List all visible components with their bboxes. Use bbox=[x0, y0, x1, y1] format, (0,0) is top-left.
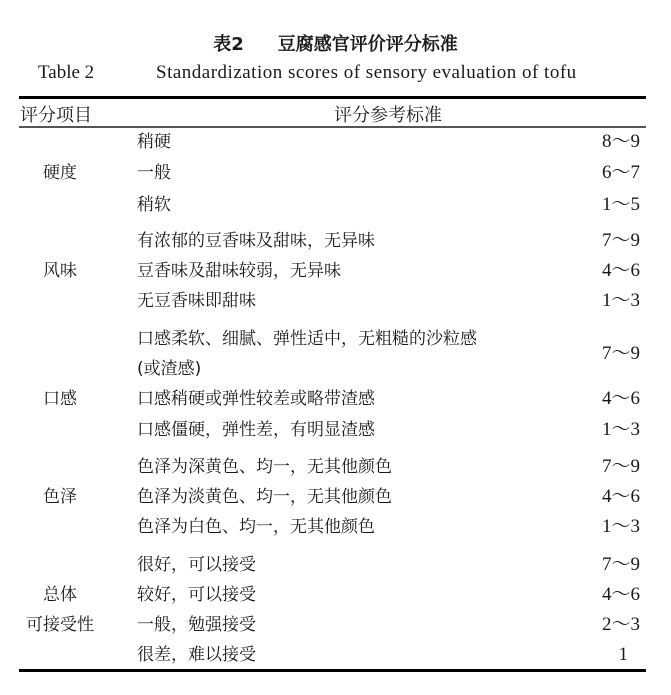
category-hardness: 硬度 bbox=[43, 163, 77, 183]
score-range: 4～6 bbox=[601, 260, 640, 281]
table-row bbox=[0, 553, 671, 577]
table-header-rule bbox=[19, 126, 646, 128]
score-range: 1～3 bbox=[601, 419, 640, 440]
table-number-en: Table 2 bbox=[38, 62, 95, 83]
score-range: 1 bbox=[618, 644, 628, 665]
score-range: 7～9 bbox=[601, 230, 640, 251]
category-color: 色泽 bbox=[43, 487, 77, 507]
table-row bbox=[0, 161, 671, 185]
criteria-text: 口感僵硬，弹性差，有明显渣感 bbox=[137, 420, 375, 440]
criteria-text: 稍软 bbox=[137, 195, 171, 215]
table-row bbox=[0, 387, 671, 411]
table-caption-en: Standardization scores of sensory evaluation of tofu bbox=[156, 62, 577, 83]
criteria-text: 口感柔软、细腻、弹性适中，无粗糙的沙粒感 bbox=[137, 329, 477, 349]
score-range: 8～9 bbox=[601, 131, 640, 152]
score-range: 1～3 bbox=[601, 516, 640, 537]
table-row bbox=[0, 130, 671, 154]
table-row bbox=[0, 455, 671, 479]
criteria-text: 较好，可以接受 bbox=[137, 585, 256, 605]
criteria-text-cont: (或渣感) bbox=[137, 359, 202, 379]
header-category: 评分项目 bbox=[20, 105, 92, 126]
score-range: 7～9 bbox=[601, 456, 640, 477]
table-row bbox=[0, 193, 671, 217]
table-caption-cn: 豆腐感官评价评分标准 bbox=[277, 34, 458, 55]
score-row bbox=[0, 342, 671, 366]
criteria-text: 很好，可以接受 bbox=[137, 555, 256, 575]
criteria-text: 色泽为白色、均一，无其他颜色 bbox=[137, 517, 375, 537]
criteria-text: 口感稍硬或弹性较差或略带渣感 bbox=[137, 389, 375, 409]
score-range: 1～3 bbox=[601, 290, 640, 311]
score-range: 7～9 bbox=[601, 343, 640, 364]
criteria-text: 一般，勉强接受 bbox=[137, 615, 256, 635]
table-row bbox=[0, 289, 671, 313]
score-range: 6～7 bbox=[601, 162, 640, 183]
table-number-cn: 表2 bbox=[213, 34, 244, 55]
category-mouthfeel: 口感 bbox=[43, 389, 77, 409]
table-bottom-rule bbox=[19, 669, 646, 672]
criteria-text: 很差，难以接受 bbox=[137, 645, 256, 665]
category-flavor: 风味 bbox=[43, 261, 77, 281]
score-range: 4～6 bbox=[601, 486, 640, 507]
criteria-text: 有浓郁的豆香味及甜味，无异味 bbox=[137, 231, 375, 251]
criteria-text: 无豆香味即甜味 bbox=[137, 291, 256, 311]
table-top-rule bbox=[19, 96, 646, 99]
score-range: 4～6 bbox=[601, 584, 640, 605]
score-range: 7～9 bbox=[601, 554, 640, 575]
criteria-text: 色泽为淡黄色、均一，无其他颜色 bbox=[137, 487, 392, 507]
criteria-text: 豆香味及甜味较弱，无异味 bbox=[137, 261, 341, 281]
table-row bbox=[0, 515, 671, 539]
table-row bbox=[0, 418, 671, 442]
table-row bbox=[0, 259, 671, 283]
score-range: 4～6 bbox=[601, 388, 640, 409]
table-row bbox=[0, 643, 671, 667]
table-row bbox=[0, 583, 671, 607]
category-overall-line2: 可接受性 bbox=[26, 615, 94, 635]
criteria-text: 稍硬 bbox=[137, 132, 171, 152]
score-range: 2～3 bbox=[601, 614, 640, 635]
category-overall: 总体 bbox=[43, 585, 77, 605]
table-row bbox=[0, 613, 671, 637]
table-row bbox=[0, 485, 671, 509]
table-title-cn bbox=[0, 30, 671, 56]
criteria-text: 一般 bbox=[137, 163, 171, 183]
criteria-text: 色泽为深黄色、均一，无其他颜色 bbox=[137, 457, 392, 477]
score-range: 1～5 bbox=[601, 194, 640, 215]
table-row bbox=[0, 229, 671, 253]
header-criteria: 评分参考标准 bbox=[334, 105, 442, 126]
